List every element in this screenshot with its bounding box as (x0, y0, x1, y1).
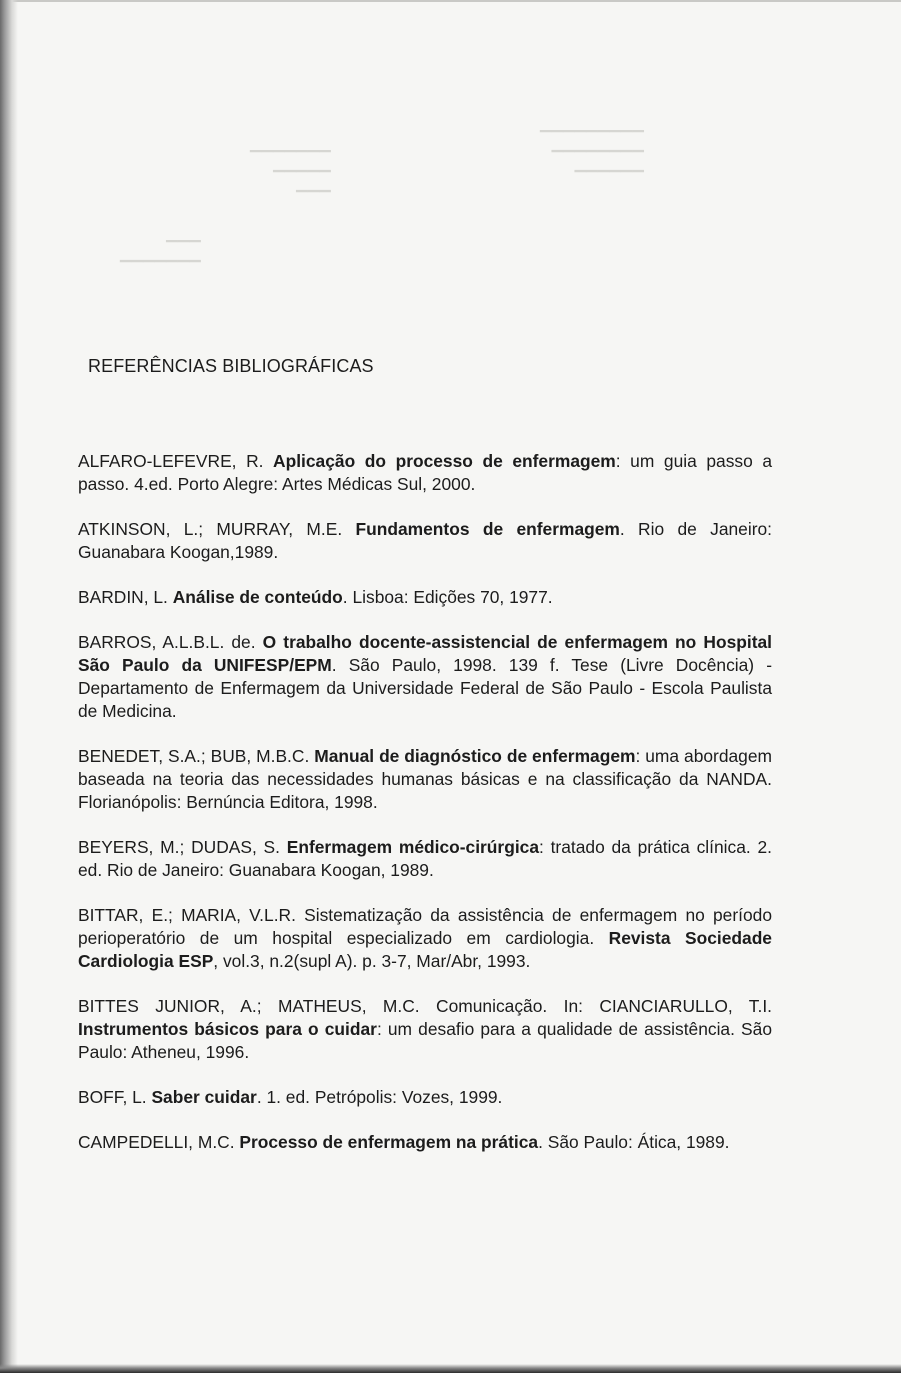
reference-authors: BARDIN, L. (78, 587, 173, 607)
reference-item (78, 904, 772, 973)
reference-authors: BENEDET, S.A.; BUB, M.B.C. (78, 746, 315, 766)
reference-details: , vol.3, n.2(supl A). p. 3-7, Mar/Abr, 1993. (213, 951, 531, 971)
reference-item (78, 450, 772, 496)
reference-title: Manual de diagnóstico de enfermagem (314, 746, 636, 766)
reference-item (78, 995, 772, 1064)
reference-details: . 1. ed. Petrópolis: Vozes, 1999. (256, 1087, 503, 1107)
reference-item (78, 1131, 772, 1154)
reference-authors: BOFF, L. (78, 1087, 152, 1107)
reference-item (78, 1086, 772, 1109)
reference-title: Aplicação do processo de enfermagem (273, 451, 616, 471)
bleed-through-mark: ▔▔▔▔▔▔▔▔▔ ▔▔▔▔▔▔▔▔ ▔▔▔▔▔▔ (540, 131, 644, 188)
reference-title: O trabalho docente-assistencial de enfermagem no Hospital São Paulo da UNIFESP/EPM (78, 632, 773, 675)
reference-item (78, 586, 772, 609)
reference-authors: ATKINSON, L.; MURRAY, M.E. (78, 519, 356, 539)
reference-details: . São Paulo, 1998. 139 f. Tese (Livre Docência) - Departamento de Enfermagem da Universidade Federal de São Paulo - Escola Paulista de Medicina. (78, 655, 772, 721)
page-title: REFERÊNCIAS BIBLIOGRÁFICAS (88, 356, 374, 376)
reference-authors: CAMPEDELLI, M.C. (78, 1132, 240, 1152)
reference-item (78, 836, 772, 882)
reference-item (78, 745, 772, 814)
bleed-through-mark: ▔▔▔ ▔▔▔▔▔▔▔ (120, 241, 201, 278)
reference-item (78, 518, 772, 564)
reference-title: Processo de enfermagem na prática (239, 1132, 539, 1152)
reference-title: Revista Sociedade Cardiologia ESP (78, 928, 772, 971)
reference-details: : tratado da prática clínica. 2. ed. Rio de Janeiro: Guanabara Koogan, 1989. (78, 837, 772, 880)
reference-title: Saber cuidar (151, 1087, 257, 1107)
reference-authors: ALFARO-LEFEVRE, R. (78, 451, 274, 471)
reference-title: Enfermagem médico-cirúrgica (286, 837, 539, 857)
reference-title: Análise de conteúdo (172, 587, 343, 607)
reference-authors: BARROS, A.L.B.L. de. (78, 632, 263, 652)
reference-authors: BITTES JUNIOR, A.; MATHEUS, M.C. Comunicação. In: CIANCIARULLO, T.I. (78, 996, 772, 1016)
reference-item (78, 631, 772, 723)
reference-details: . Rio de Janeiro: Guanabara Koogan,1989. (78, 519, 772, 562)
reference-authors: BEYERS, M.; DUDAS, S. (78, 837, 287, 857)
bleed-through-mark: ▔▔▔▔▔▔▔ ▔▔▔▔▔ ▔▔▔ (250, 151, 331, 208)
reference-details: : uma abordagem baseada na teoria das necessidades humanas básicas e na classificação da NANDA. Florianópolis: Bernúncia Editora, 1998. (78, 746, 773, 812)
reference-title: Fundamentos de enfermagem (355, 519, 620, 539)
reference-details: : um guia passo a passo. 4.ed. Porto Alegre: Artes Médicas Sul, 2000. (78, 451, 772, 494)
reference-details: . São Paulo: Ática, 1989. (538, 1132, 730, 1152)
reference-authors: BITTAR, E.; MARIA, V.L.R. Sistematização da assistência de enfermagem no período perioperatório de um hospital especializado em cardiologia. (78, 905, 772, 948)
reference-title: Instrumentos básicos para o cuidar (78, 1019, 377, 1039)
reference-details: : um desafio para a qualidade de assistência. São Paulo: Atheneu, 1996. (78, 1019, 772, 1062)
reference-details: . Lisboa: Edições 70, 1977. (342, 587, 553, 607)
reference-list (78, 450, 772, 1176)
scan-binding-shadow (0, 0, 18, 1373)
scan-bottom-edge (0, 1364, 901, 1373)
scan-top-edge (0, 0, 901, 2)
